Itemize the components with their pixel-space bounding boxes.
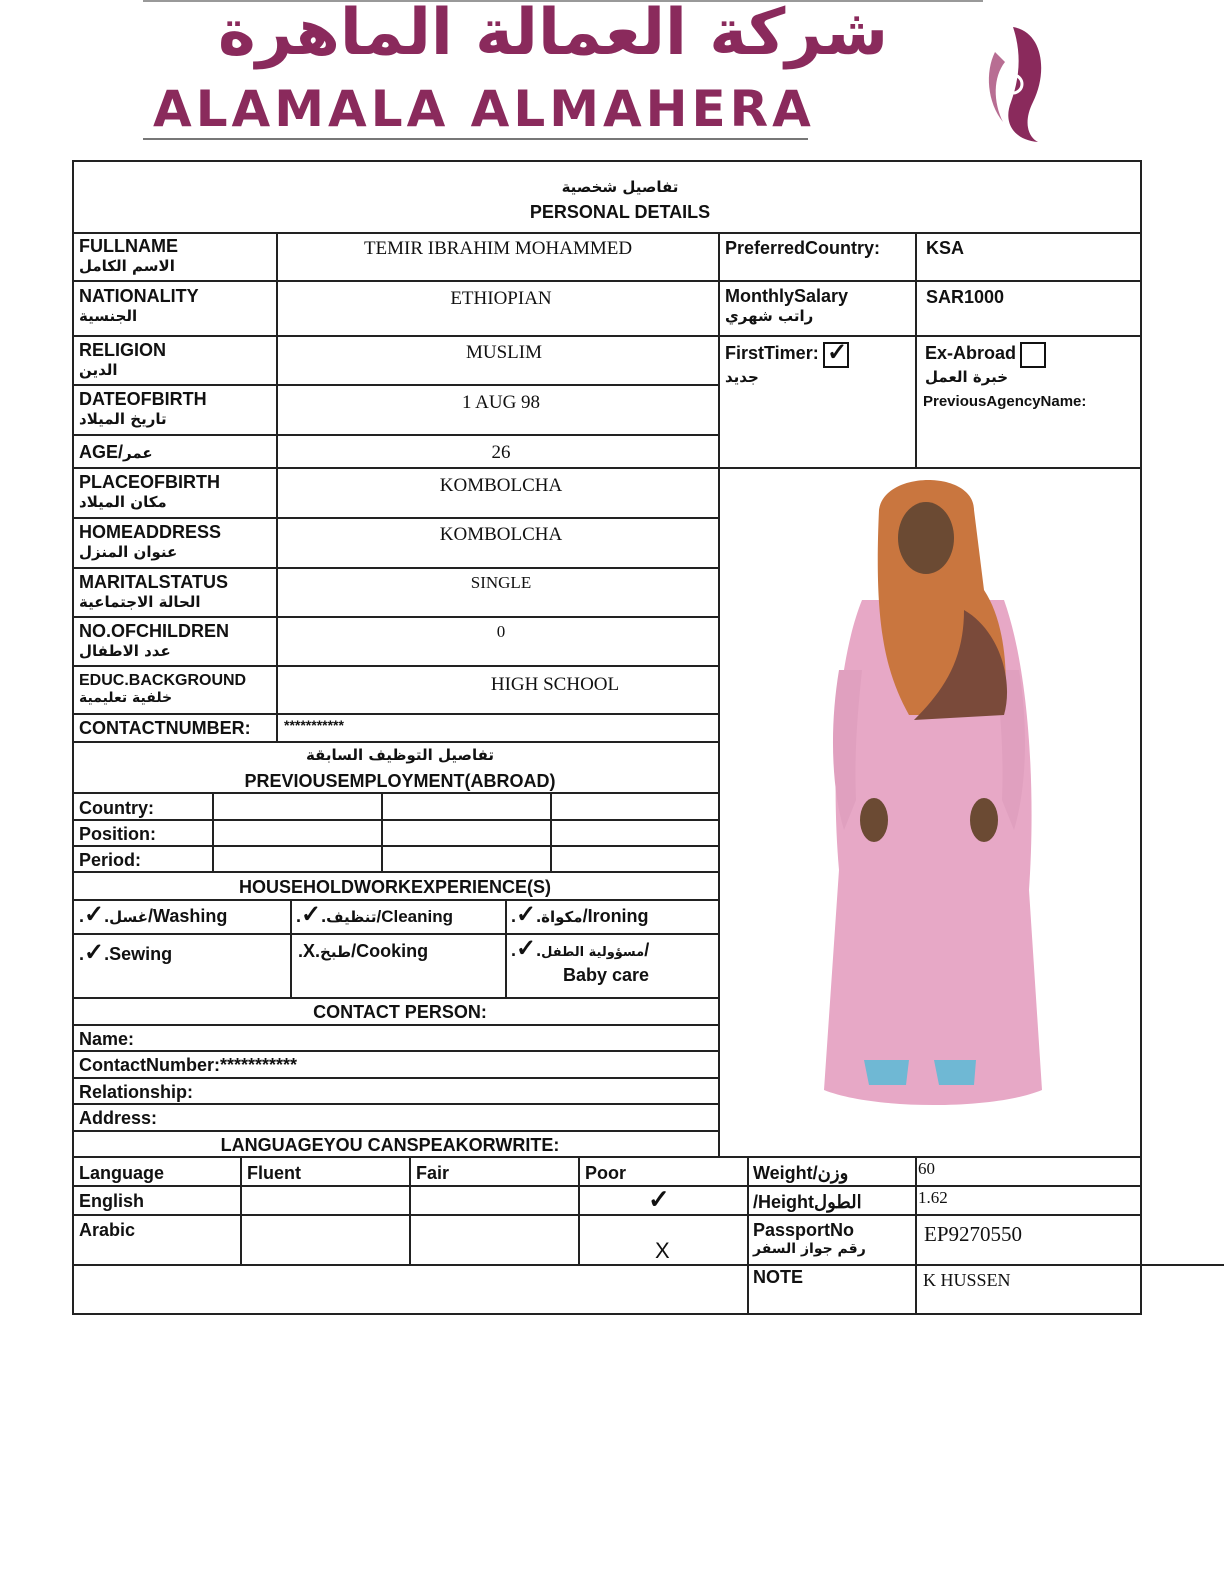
marital-label: MARITALSTATUS الحالة الاجتماعية: [79, 572, 228, 611]
children-value: 0: [496, 622, 506, 641]
fluent-header: Fluent: [247, 1163, 301, 1183]
educ-value: HIGH SCHOOL: [490, 674, 620, 695]
passport-value: EP9270550: [924, 1222, 1023, 1246]
address-label: Address:: [79, 1108, 158, 1128]
first-timer-checkbox[interactable]: ✓: [823, 342, 849, 368]
contact-name-label: Name:: [79, 1029, 135, 1049]
preferred-country-value: KSA: [926, 238, 965, 258]
children-label: NO.OFCHILDREN عدد الاطفال: [79, 621, 229, 660]
personal-details-title-ar: تفاصيل شخصية: [561, 178, 679, 196]
sewing-item: .✓.Sewing: [79, 939, 173, 966]
position-row-label: Position:: [79, 824, 156, 844]
note-value: K HUSSEN: [923, 1270, 1011, 1290]
prev-employment-title: PREVIOUSEMPLOYMENT(ABROAD): [244, 771, 556, 791]
company-name-english: ALAMALA ALMAHERA: [153, 80, 815, 138]
english-poor-mark: ✓: [648, 1184, 670, 1214]
cooking-item: .X.طبخ/Cooking: [298, 941, 429, 961]
salary-value: SAR1000: [926, 287, 1005, 307]
english-row-label: English: [79, 1191, 145, 1211]
religion-label: RELIGION الدين: [79, 340, 167, 379]
dob-label: DATEOFBIRTH تاريخ الميلاد: [79, 389, 207, 428]
cleaning-item: .✓.تنظيف/Cleaning: [296, 901, 454, 928]
previous-agency-label: PreviousAgencyName:: [923, 393, 1087, 410]
washing-item: .✓.غسل/Washing: [79, 901, 228, 928]
first-timer-label: FirstTimer: ✓ جديد: [725, 339, 848, 386]
passport-label: PassportNo رقم جواز السفر: [753, 1220, 866, 1257]
country-row-label: Country:: [79, 798, 154, 818]
company-emblem-icon: [983, 22, 1049, 144]
weight-value: 60: [918, 1159, 935, 1178]
educ-label: EDUC.BACKGROUND خلفية تعليمية: [79, 672, 247, 706]
height-value: 1.62: [918, 1188, 948, 1207]
contact-value: ***********: [284, 717, 344, 733]
ex-abroad-label: Ex-Abroad خبرة العمل: [925, 342, 1046, 386]
height-label: /Heightالطول: [753, 1192, 862, 1212]
home-value: KOMBOLCHA: [439, 524, 563, 545]
arabic-row-label: Arabic: [79, 1220, 136, 1240]
contact-person-title: CONTACT PERSON:: [313, 1002, 487, 1022]
note-label: NOTE: [753, 1267, 804, 1287]
poor-header: Poor: [585, 1163, 627, 1183]
nationality-value: ETHIOPIAN: [450, 288, 552, 309]
ex-abroad-checkbox[interactable]: [1020, 342, 1046, 368]
salary-label: MonthlySalary راتب شهري: [725, 286, 849, 325]
pob-label: PLACEOFBIRTH مكان الميلاد: [79, 472, 220, 511]
preferred-country-label: PreferredCountry:: [725, 238, 881, 258]
babycare-item: .✓.مسؤولية الطفل/ Baby care: [511, 935, 650, 985]
prev-employment-title-ar: تفاصيل التوظيف السابقة: [305, 746, 495, 764]
dob-value: 1 AUG 98: [461, 392, 541, 413]
candidate-photo: [814, 470, 1050, 1124]
fair-header: Fair: [416, 1163, 450, 1183]
marital-value: SINGLE: [470, 573, 532, 592]
household-title: HOUSEHOLDWORKEXPERIENCE(S): [238, 877, 552, 897]
contact-label: CONTACTNUMBER:: [79, 718, 251, 738]
contact-number-label: ContactNumber:***********: [79, 1055, 298, 1075]
religion-value: MUSLIM: [465, 342, 542, 363]
arabic-poor-mark: X: [655, 1238, 670, 1263]
company-name-arabic: شركة العمالة الماهرة: [217, 0, 889, 70]
fullname-value: TEMIR IBRAHIM MOHAMMED: [363, 238, 633, 259]
ironing-item: .✓.مكواة/Ironing: [511, 901, 649, 928]
age-value: 26: [491, 442, 511, 463]
nationality-label: NATIONALITY الجنسية: [79, 286, 199, 325]
weight-label: Weight/وزن: [753, 1163, 849, 1183]
header-logo: [143, 0, 1043, 145]
fullname-label: FULLNAME الاسم الكامل: [79, 236, 178, 275]
pob-value: KOMBOLCHA: [439, 475, 563, 496]
age-label: AGE/عمر: [79, 442, 153, 462]
languages-title: LANGUAGEYOU CANSPEAKORWRITE:: [220, 1135, 560, 1155]
relationship-label: Relationship:: [79, 1082, 194, 1102]
language-header: Language: [79, 1163, 165, 1183]
period-row-label: Period:: [79, 850, 142, 870]
personal-details-title: PERSONAL DETAILS: [529, 202, 711, 222]
home-label: HOMEADDRESS عنوان المنزل: [79, 522, 222, 561]
